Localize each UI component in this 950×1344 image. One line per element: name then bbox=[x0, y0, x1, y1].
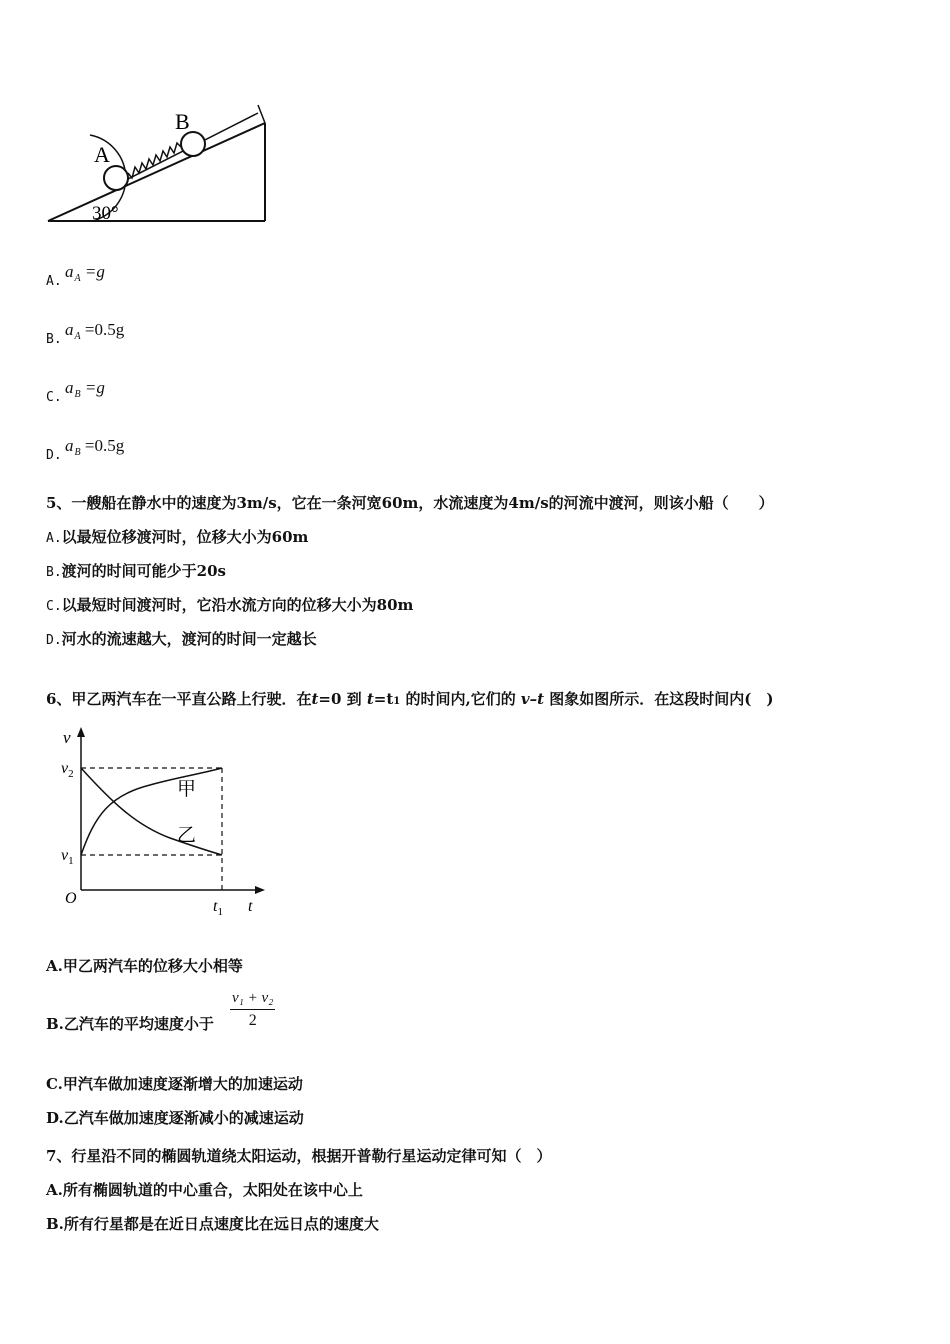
origin-label: O bbox=[65, 890, 77, 907]
q5-option-d[interactable]: D.河水的流速越大，渡河的时间一定越长 bbox=[46, 630, 317, 648]
fraction-v1-plus-v2-over-2: $\frac{\text{v₁ + v₂}}{2}$ bbox=[232, 990, 274, 1029]
option-letter: B. bbox=[46, 332, 62, 347]
option-letter: A. bbox=[46, 274, 62, 289]
q6-option-d[interactable]: D.乙汽车做加速度逐渐减小的减速运动 bbox=[46, 1109, 304, 1127]
q6-option-b[interactable]: B.乙汽车的平均速度小于 bbox=[46, 1015, 214, 1033]
q5-option-a[interactable]: A.以最短位移渡河时，位移大小为60m bbox=[46, 528, 309, 546]
label-a: A bbox=[94, 142, 110, 167]
curve-yi bbox=[81, 768, 222, 855]
option-letter: C. bbox=[46, 390, 62, 405]
q7-option-b[interactable]: B.所有行星都是在近日点速度比在远日点的速度大 bbox=[46, 1215, 379, 1233]
q5-stem: 5、一艘船在静水中的速度为3m/s，它在一条河宽60m，水流速度为4m/s的河流中渡河，则该小船（ ） bbox=[46, 494, 774, 512]
ball-a bbox=[104, 166, 128, 190]
q7-stem: 7、行星沿不同的椭圆轨道绕太阳运动，根据开普勒行星运动定律可知（ ） bbox=[46, 1147, 552, 1165]
y-axis-label: v bbox=[63, 728, 71, 747]
t1-label: $t_1$ bbox=[213, 898, 223, 918]
angle-label: 30° bbox=[92, 203, 119, 224]
label-b: B bbox=[175, 109, 190, 134]
curve-jia bbox=[81, 768, 222, 855]
curve-yi-label: 乙 bbox=[177, 825, 197, 846]
incline-surface bbox=[48, 123, 265, 221]
y-axis-arrow bbox=[77, 727, 85, 737]
q5-option-b[interactable]: B.渡河的时间可能少于20s bbox=[46, 562, 226, 580]
option-formula: $a_B =g$ bbox=[65, 378, 105, 400]
vt-graph bbox=[55, 725, 275, 920]
option-letter: D. bbox=[46, 448, 62, 463]
x-axis-arrow bbox=[255, 886, 265, 894]
v2-label: $v_2$ bbox=[61, 760, 74, 780]
option-formula: $a_B =0.5g$ bbox=[65, 436, 125, 458]
option-formula: $a_A =g$ bbox=[65, 262, 105, 284]
ball-b bbox=[181, 132, 205, 156]
option-formula: $a_A =0.5g$ bbox=[65, 320, 125, 342]
q5-option-c[interactable]: C.以最短时间渡河时，它沿水流方向的位移大小为80m bbox=[46, 596, 414, 614]
q7-option-a[interactable]: A.所有椭圆轨道的中心重合，太阳处在该中心上 bbox=[46, 1181, 363, 1199]
q6-stem: 6、甲乙两汽车在一平直公路上行驶．在t=0 到 t=t1 的时间内,它们的 v–t 图象如图所示．在这段时间内( ) bbox=[46, 690, 774, 708]
incline-figure bbox=[40, 95, 280, 230]
incline-top-edge bbox=[258, 105, 265, 123]
v1-label: $v_1$ bbox=[61, 847, 74, 867]
q6-option-c[interactable]: C.甲汽车做加速度逐渐增大的加速运动 bbox=[46, 1075, 303, 1093]
curve-jia-label: 甲 bbox=[177, 779, 197, 800]
q6-option-a[interactable]: A.甲乙两汽车的位移大小相等 bbox=[46, 957, 243, 975]
x-axis-label: t bbox=[248, 898, 253, 915]
